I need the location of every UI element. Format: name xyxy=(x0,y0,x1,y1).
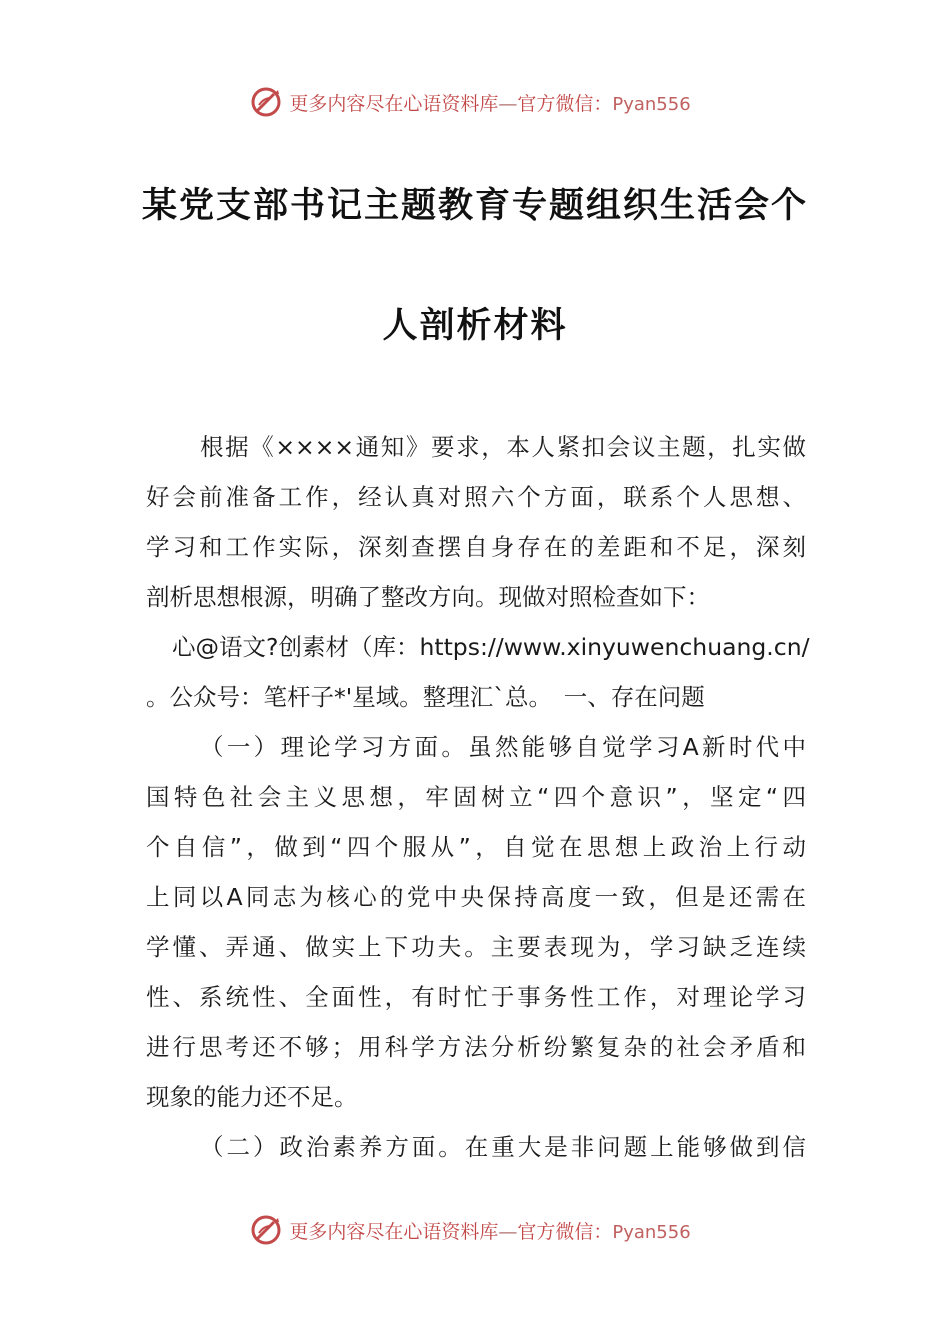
body-line: 学习和工作实际，深刻查摆自身存在的差距和不足，深刻 xyxy=(146,533,806,561)
body-line: 进行思考还不够；用科学方法分析纷繁复杂的社会矛盾和 xyxy=(146,1033,806,1061)
header-watermark xyxy=(0,82,950,122)
body-line: 剖析思想根源，明确了整改方向。现做对照检查如下： xyxy=(146,583,710,611)
body-line: 国特色社会主义思想，牢固树立“四个意识”，坚定“四 xyxy=(146,783,806,811)
document-body xyxy=(146,422,810,1172)
watermark-text: 更多内容尽在心语资料库—官方微信：Pyan556 xyxy=(289,92,691,115)
body-line: 根据《××××通知》要求，本人紧扣会议主题，扎实做 xyxy=(200,433,806,461)
body-line: （二）政治素养方面。在重大是非问题上能够做到信 xyxy=(200,1133,806,1161)
pen-logo-icon xyxy=(249,85,283,119)
document-title-line-1: 某党支部书记主题教育专题组织生活会个 xyxy=(141,186,808,226)
body-line: 上同以A同志为核心的党中央保持高度一致，但是还需在 xyxy=(146,883,806,911)
body-line: 学懂、弄通、做实上下功夫。主要表现为，学习缺乏连续 xyxy=(146,933,806,961)
pen-logo-icon xyxy=(249,1213,283,1247)
body-line: （一）理论学习方面。虽然能够自觉学习A新时代中 xyxy=(200,733,806,761)
body-line: 心@语文?创素材（库：https://www.xinyuwenchuang.cn/ xyxy=(172,633,810,661)
body-line: 。公众号：笔杆子*'星域。整理汇`总。 一、存在问题 xyxy=(146,683,705,711)
body-line: 现象的能力还不足。 xyxy=(146,1083,358,1111)
body-line: 性、系统性、全面性，有时忙于事务性工作，对理论学习 xyxy=(146,983,806,1011)
watermark-text: 更多内容尽在心语资料库—官方微信：Pyan556 xyxy=(289,1220,691,1243)
footer-watermark xyxy=(0,1210,950,1250)
body-line: 好会前准备工作，经认真对照六个方面，联系个人思想、 xyxy=(146,483,806,511)
document-title-line-2: 人剖析材料 xyxy=(382,306,568,346)
body-line: 个自信”，做到“四个服从”，自觉在思想上政治上行动 xyxy=(146,833,806,861)
